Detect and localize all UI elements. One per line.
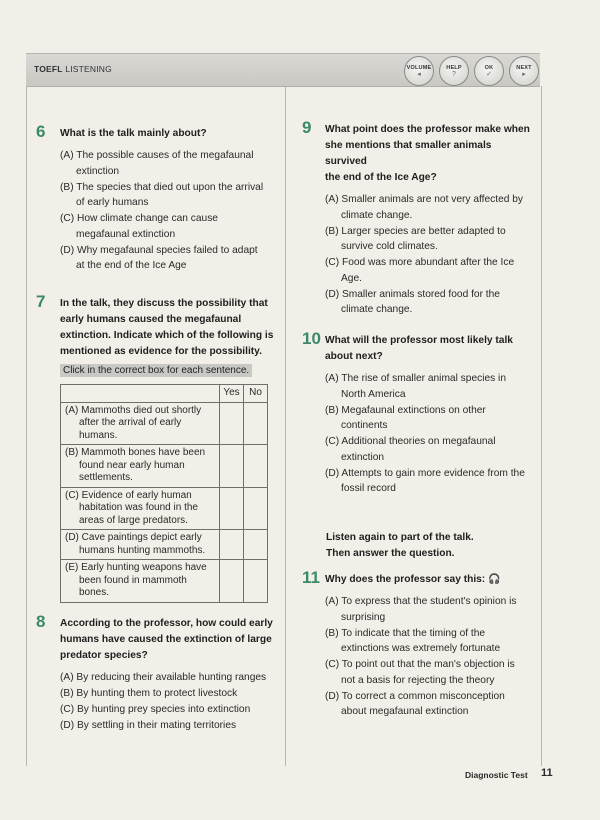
answer-option[interactable]: (C) By hunting prey species into extinction [60,704,251,715]
yes-no-table [60,384,268,603]
no-checkbox[interactable] [244,530,268,560]
yes-checkbox[interactable] [220,402,244,445]
answer-option[interactable]: (D) By settling in their mating territories [60,720,237,731]
click-instruction: Click in the correct box for each sentence. [60,364,252,377]
question-stem: Why does the professor say this: 🎧 [325,572,538,588]
table-row: (B) Mammoth bones have been found near early human settlements. [61,445,268,488]
volume-button[interactable]: VOLUME ◂ [404,56,434,86]
answer-option[interactable]: (B) By hunting them to protect livestock [60,688,238,699]
question-9 [302,118,534,318]
answer-option[interactable]: (D) To correct a common misconception about megafaunal extinction [325,690,505,717]
answer-option[interactable]: (D) Smaller animals stored food for the climate change. [325,288,500,315]
column-divider [285,86,286,766]
answer-option[interactable]: (A) Smaller animals are not very affected by climate change. [325,194,523,221]
page-number: 11 [541,767,553,779]
answer-option[interactable]: (A) To express that the student's opinion is surprising [325,596,517,623]
question-8 [36,612,281,734]
question-11 [302,568,538,720]
headphones-icon[interactable]: 🎧 [488,574,501,585]
yes-checkbox[interactable] [220,487,244,530]
next-arrow-icon: ▸ [522,71,526,78]
table-header-no: No [244,385,268,403]
question-number: 9 [302,118,312,137]
answer-option[interactable]: (A) The possible causes of the megafaunal extinction [60,150,254,177]
table-row: (E) Early hunting weapons have been found in mammoth bones. [61,560,268,603]
question-10 [302,329,538,497]
question-6 [36,122,276,274]
question-number: 6 [36,122,46,141]
question-7 [36,292,281,378]
no-checkbox[interactable] [244,560,268,603]
answer-option[interactable]: (C) How climate change can cause megafaunal extinction [60,213,218,240]
answer-option[interactable]: (C) To point out that the man's objection is not a basis for rejecting the theory [325,659,515,686]
yes-checkbox[interactable] [220,560,244,603]
question-stem: What point does the professor make when she mentions that smaller animals survived the end of the Ice Age? [325,124,530,183]
answer-option[interactable]: (C) Additional theories on megafaunal extinction [325,436,496,463]
yes-checkbox[interactable] [220,445,244,488]
question-stem: According to the professor, how could early humans have caused the extinction of large predator species? [60,618,273,661]
question-number: 7 [36,292,46,311]
question-stem: What is the talk mainly about? [60,128,207,139]
answer-option[interactable]: (B) To indicate that the timing of the extinctions was extremely fortunate [325,627,501,654]
toefl-toolbar [26,53,540,87]
answer-option[interactable]: (D) Attempts to gain more evidence from the fossil record [325,467,525,494]
volume-icon: ◂ [417,71,421,78]
table-row: (C) Evidence of early human habitation was found in the areas of large predators. [61,487,268,530]
answer-option[interactable]: (A) By reducing their available hunting ranges [60,672,267,683]
question-stem: In the talk, they discuss the possibility that early humans caused the megafaunal extinction. Indicate which of the following is mentioned as evidence for the possibility. [60,298,274,357]
question-number: 11 [302,568,320,587]
table-header-yes: Yes [220,385,244,403]
yes-checkbox[interactable] [220,530,244,560]
table-row: (D) Cave paintings depict early humans hunting mammoths. [61,530,268,560]
help-button[interactable]: HELP ? [439,56,469,86]
answer-option[interactable]: (B) Larger species are better adapted to survive cold climates. [325,225,506,252]
answer-option[interactable]: (A) The rise of smaller animal species in North America [325,373,506,400]
no-checkbox[interactable] [244,487,268,530]
no-checkbox[interactable] [244,445,268,488]
help-icon: ? [452,71,456,78]
question-stem: What will the professor most likely talk about next? [325,335,513,362]
table-row: (A) Mammoths died out shortly after the arrival of early humans. [61,402,268,445]
answer-option[interactable]: (C) Food was more abundant after the Ice Age. [325,257,515,284]
ok-button[interactable]: OK ✓ [474,56,504,86]
answer-option[interactable]: (D) Why megafaunal species failed to adapt at the end of the Ice Age [60,244,258,271]
answer-option[interactable]: (B) Megafaunal extinctions on other continents [325,404,486,431]
answer-option[interactable]: (B) The species that died out upon the arrival of early humans [60,181,264,208]
next-button[interactable]: NEXT ▸ [509,56,539,86]
question-number: 10 [302,329,321,348]
no-checkbox[interactable] [244,402,268,445]
listen-again-instruction: Listen again to part of the talk. Then answer the question. [326,532,474,559]
section-title: TOEFL LISTENING [34,64,112,74]
question-number: 8 [36,612,46,631]
footer-label: Diagnostic Test [465,770,528,780]
check-icon: ✓ [486,71,492,78]
